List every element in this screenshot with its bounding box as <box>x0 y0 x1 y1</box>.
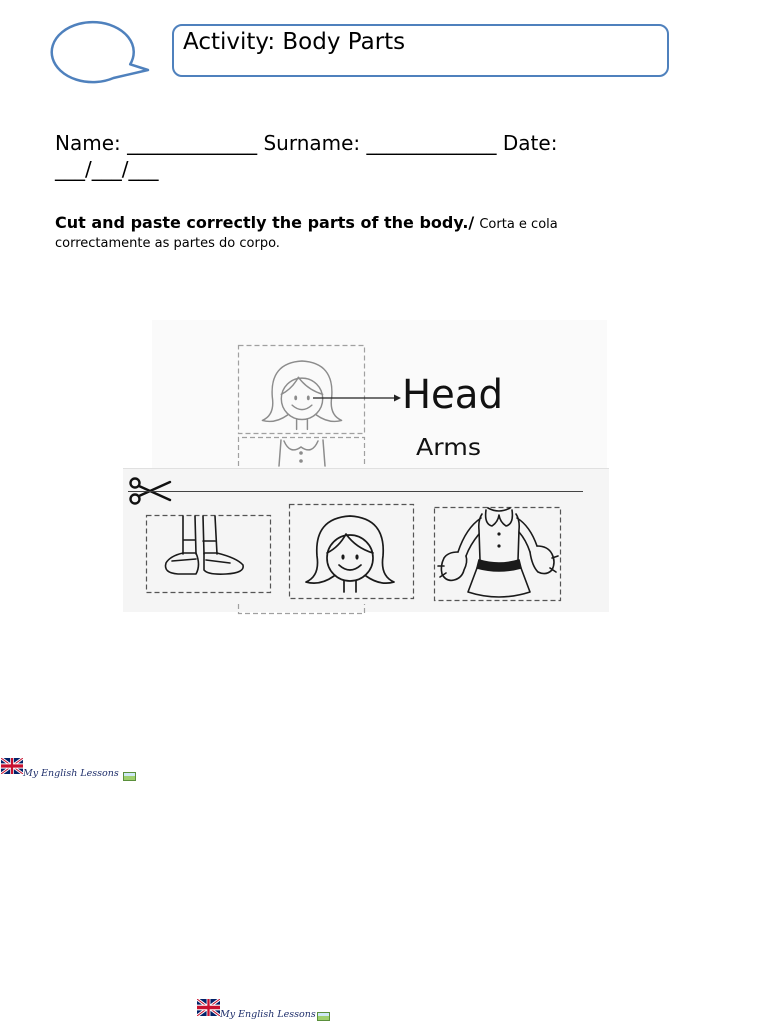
right-eye <box>307 396 310 401</box>
surname-label: Surname: <box>263 131 361 155</box>
dress-button-2 <box>497 544 500 547</box>
dress-button-1 <box>497 532 500 535</box>
left-eye <box>341 554 344 559</box>
uk-flag-icon <box>197 999 220 1016</box>
speech-bubble-icon <box>0 0 160 90</box>
instruction-text <box>55 214 615 252</box>
student-info-line <box>55 130 615 182</box>
head-label: Head <box>402 372 503 418</box>
uk-flag-icon <box>1 758 23 774</box>
surname-blank: _____________ <box>366 131 497 155</box>
page-title: Activity: Body Parts <box>183 29 406 55</box>
logo-text: My English Lessons <box>220 1009 316 1020</box>
date-label: Date: <box>502 131 558 155</box>
left-eye <box>294 396 297 401</box>
name-label: Name: <box>55 131 121 155</box>
body-parts-illustration <box>123 318 611 618</box>
speech-bubble-outline <box>52 22 148 82</box>
title-box <box>172 24 669 77</box>
button-example-2 <box>299 459 303 463</box>
image-icon <box>317 1012 330 1021</box>
image-icon <box>123 772 136 781</box>
site-logo <box>0 756 140 783</box>
arms-label: Arms <box>416 435 481 461</box>
instruction-english: Cut and paste correctly the parts of the body./ <box>55 213 475 232</box>
name-blank: _____________ <box>127 131 258 155</box>
example-panel <box>152 320 607 468</box>
logo-text: My English Lessons <box>23 768 119 779</box>
date-blank: ___/___/___ <box>55 157 159 181</box>
instruction-portuguese: Corta e cola correctamente as partes do corpo. <box>55 217 558 251</box>
button-example-1 <box>299 451 303 455</box>
right-eye <box>355 554 358 559</box>
site-logo <box>197 997 337 1024</box>
